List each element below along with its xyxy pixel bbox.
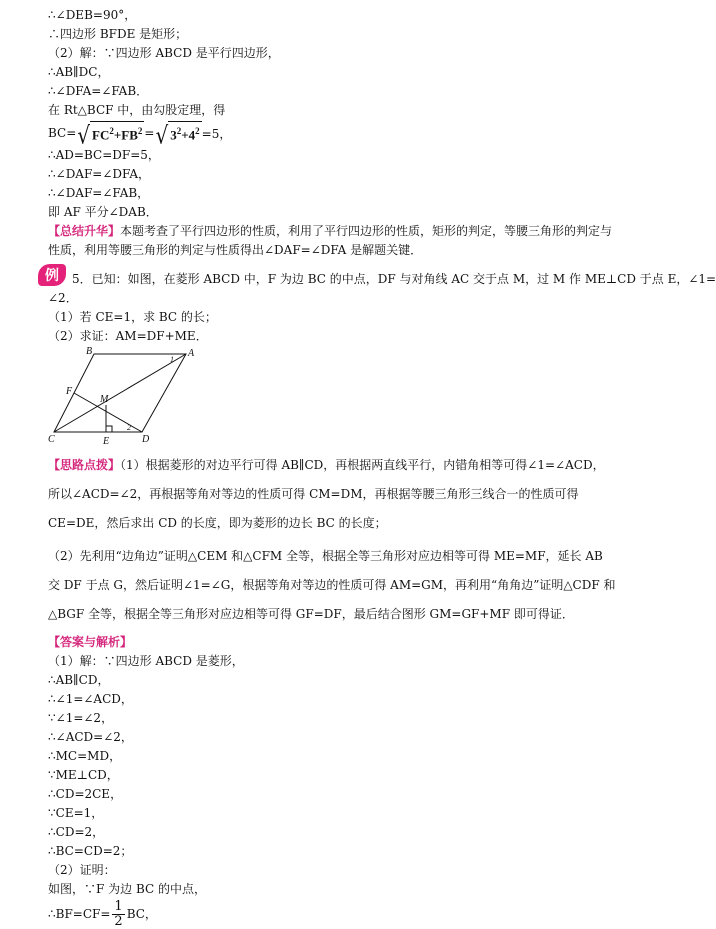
answer-line: ∴CD=2CE， — [48, 787, 123, 801]
label-c: C — [48, 434, 55, 445]
fraction-one-half: $\frac{1}{2}$ — [114, 899, 123, 929]
answer-line: ∵CE=1， — [48, 806, 104, 820]
rhombus-diagram — [48, 348, 198, 448]
answer-line: ∴CD=2， — [48, 825, 105, 839]
text-line: ∴∠DAF=∠FAB， — [48, 186, 150, 200]
answer-tag: 【答案与解析】 — [48, 635, 133, 649]
text-line: 即 AF 平分∠DAB． — [48, 205, 158, 219]
answer-line: ∴∠ACD=∠2， — [48, 730, 133, 744]
answer-line: ∴AB∥CD， — [48, 673, 110, 687]
label-d: D — [142, 434, 150, 445]
answer-line: ∴∠1=∠ACD， — [48, 692, 133, 706]
example-text: 5．已知：如图，在菱形 ABCD 中，F 为边 BC 的中点，DF 与对角线 AC 交于点 M，过 M 作 ME⊥CD 于点 E，∠1= — [72, 272, 716, 286]
label-e: E — [103, 436, 110, 447]
text-line: ∴AD=BC=DF=5， — [48, 148, 160, 162]
text-line: ∴∠DFA=∠FAB． — [48, 84, 149, 98]
hint-tag: 【思路点拨】 — [48, 458, 121, 472]
middle-lines — [48, 146, 616, 222]
text-line: ∴∠DAF=∠DFA， — [48, 167, 150, 181]
right-angle-mark — [106, 426, 112, 432]
example-badge-icon: 例 — [38, 264, 66, 286]
text-line: （2）解：∵四边形 ABCD 是平行四边形， — [48, 46, 280, 60]
label-b: B — [86, 346, 93, 357]
summary-text: 本题考查了平行四边形的性质，利用了平行四边形的性质，矩形的判定，等腰三角形的判定与性质，利用等腰三角形的判定与性质得出∠DAF=∠DFA 是解题关键． — [48, 224, 613, 257]
answer-line: （1）解：∵四边形 ABCD 是菱形， — [48, 654, 244, 668]
document-page — [45, 6, 716, 929]
rhombus-figure — [48, 348, 616, 451]
text-line: ∴四边形 BFDE 是矩形； — [48, 27, 188, 41]
answer-line: （2）证明： — [48, 863, 116, 877]
answer-fraction-line: ∴BF=CF= $\frac{1}{2}$ BC， — [48, 899, 157, 929]
label-m: M — [100, 394, 109, 405]
answer-line: ∵∠1=∠2， — [48, 711, 114, 725]
answer-line: 如图，∵F 为边 BC 的中点， — [48, 882, 206, 896]
radical-expression-2: √ $3^2+4^2$ — [155, 120, 200, 150]
answer-line: ∴BC=CD=2； — [48, 844, 133, 858]
answer-lines — [48, 652, 616, 899]
example-text-cont: ∠2． — [48, 291, 78, 305]
radical-expression-1: √ $FC^2+FB^2$ — [77, 120, 143, 150]
text-line: ∴AB∥DC， — [48, 65, 110, 79]
label-a: A — [188, 348, 195, 359]
label-angle-1: 1 — [170, 355, 174, 364]
summary-paragraph — [48, 222, 616, 260]
hint-paragraph-2: （2）先利用“边角边”证明△CEM 和△CFM 全等，根据全等三角形对应边相等可得 ME=MF，延长 AB 交 DF 于点 G，然后证明∠1=∠G，根据等角对等边的性质可得 AM=GM，再利用“角角边”证明△CDF 和△BGF 全等，根据全等三角形对应边相等可得 GF=DF，最后结合图形 GM=GF+MF 即可得证． — [48, 549, 616, 621]
hint-paragraph-1: 【思路点拨】（1）根据菱形的对边平行可得 AB∥CD，再根据两直线平行，内错角相等可得∠1=∠ACD，所以∠ACD=∠2，再根据等角对等边的性质可得 CM=DM，再根据等腰三角形三线合一的性质可得 CE=DE，然后求出 CD 的长度，即为菱形的边长 BC 的长度； — [48, 458, 605, 530]
question-2: （2）求证：AM=DF+ME． — [48, 329, 208, 343]
text-line: ∴∠DEB=90°， — [48, 8, 137, 22]
question-1: （1）若 CE=1，求 BC 的长； — [48, 310, 217, 324]
label-f: F — [66, 386, 73, 397]
answer-line: ∵ME⊥CD， — [48, 768, 119, 782]
answer-line: ∴MC=MD， — [48, 749, 122, 763]
bc-formula: BC= √ $FC^2+FB^2$ = √ $3^2+4^2$ =5， — [48, 120, 232, 150]
example-header — [45, 264, 716, 289]
summary-tag: 【总结升华】 — [48, 224, 121, 238]
label-angle-2: 2 — [127, 423, 131, 432]
text-line: 在 Rt△BCF 中，由勾股定理，得 — [48, 103, 226, 117]
top-lines — [48, 6, 616, 120]
